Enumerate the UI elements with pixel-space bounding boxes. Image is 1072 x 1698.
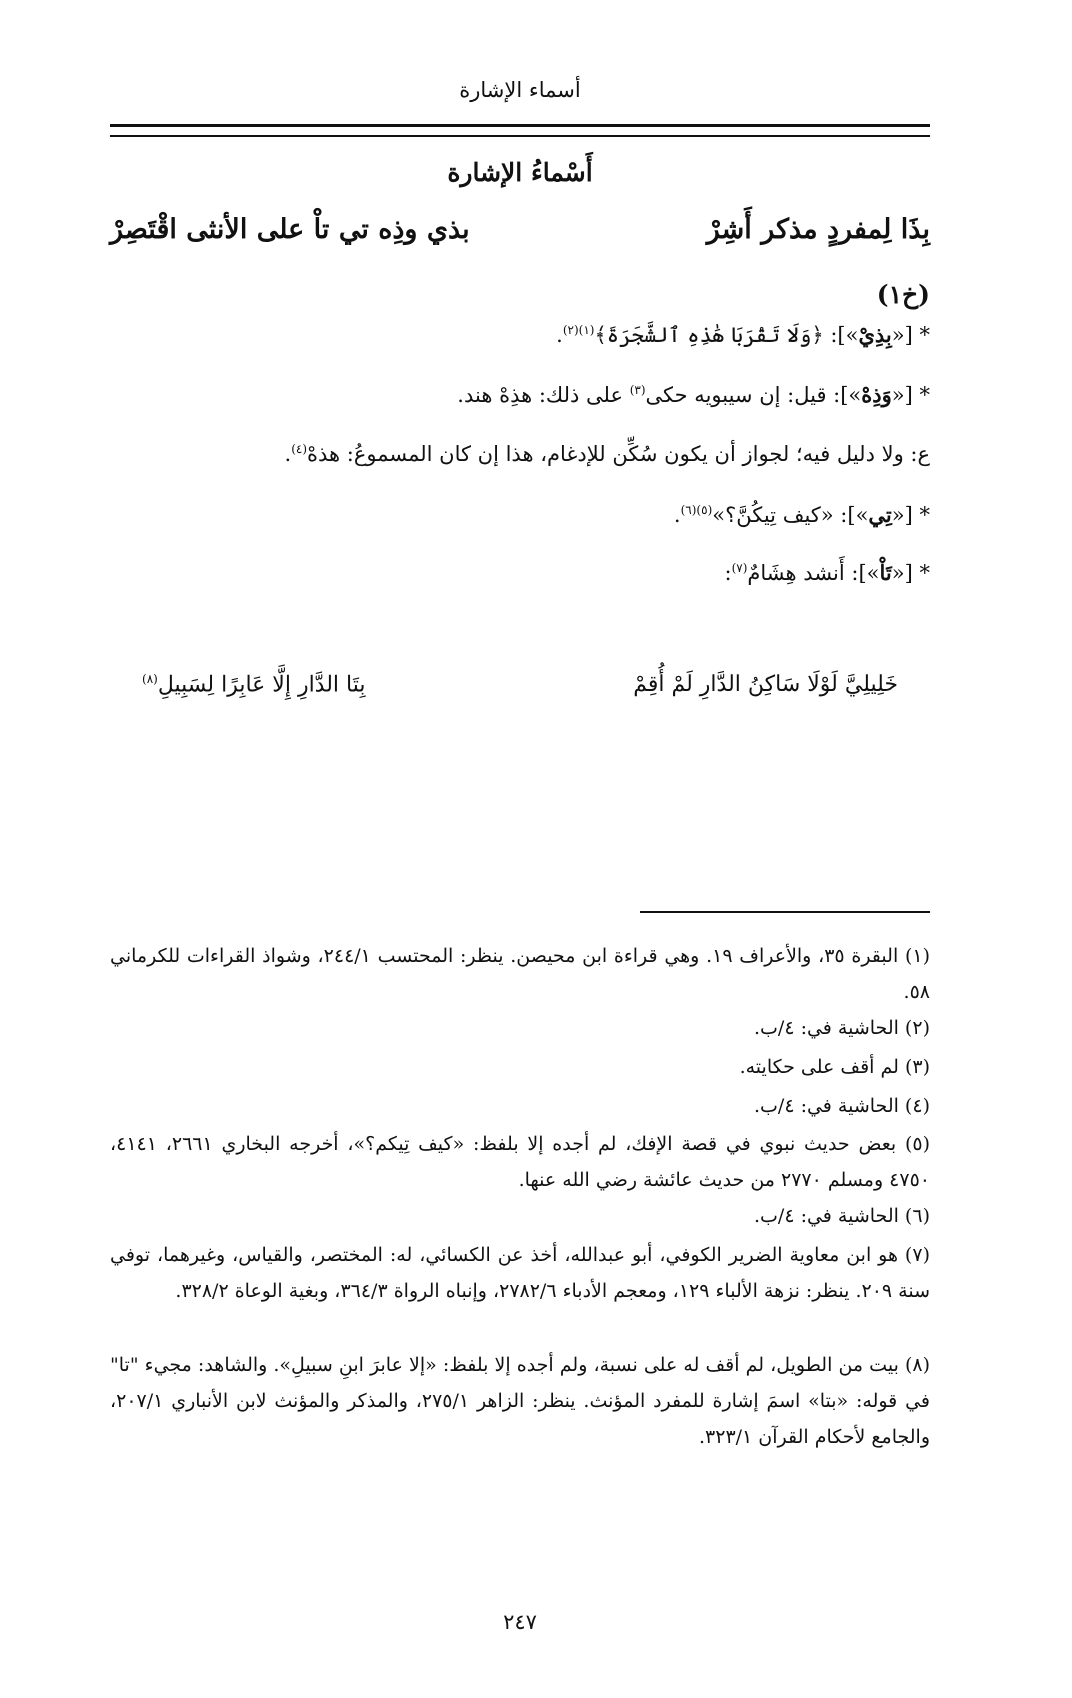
body-line-ti <box>674 502 930 527</box>
footnote-ref: (٨) <box>142 672 158 686</box>
line-marker: * [« <box>891 503 930 527</box>
footnote-ref: (٤) <box>291 442 308 456</box>
footnote-7: (٧) هو ابن معاوية الضرير الكوفي، أبو عبدالله، أخذ عن الكسائي، له: المختصر، والقياس، وغيرهما، توفي سنة ٢٠٩. ينظر: نزهة الألباء ١٢٩، ومعجم الأدباء ٢٧٨٢/٦، وإنباه الرواة ٣٦٤/٣، وبغية الوعاة ٣٢٨/٢. <box>110 1244 930 1302</box>
line-text: ع: ولا دليل فيه؛ لجواز أن يكون سُكِّن للإدغام، هذا إن كان المسموعُ: هذهْ <box>307 442 930 466</box>
body-line-comment <box>285 442 931 466</box>
line-term: بِذِيْ <box>858 322 892 347</box>
poetry-left-hemistich <box>142 672 366 697</box>
line-end: . <box>673 503 681 527</box>
line-term: تَاْ <box>879 560 892 585</box>
line-end: . <box>556 323 563 347</box>
footnote-8: (٨) بيت من الطويل، لم أقف له على نسبة، ولم أجده إلا بلفظ: «إلا عابرَ ابنِ سبيلِ». والشاهد: مجيء "تا" في قوله: «بتا» اسمَ إشارة للمفرد المؤنث. ينظر: الزاهر ٢٧٥/١، والمذكر والمؤنث لابن الأنباري ٢٠٧/١، والجامع لأحكام القرآن ٣٢٣/١. <box>110 1354 931 1448</box>
header-rule-thick <box>110 124 930 127</box>
verse-line <box>110 214 930 258</box>
body-line-ta <box>725 560 931 585</box>
poetry-right-hemistich: خَلِيلِيَّ لَوْلَا سَاكِنُ الدَّارِ لَمْ أُقِمْ <box>633 672 898 697</box>
header-rule-thin <box>110 135 930 137</box>
line-marker: * [« <box>891 323 930 347</box>
poetry-line <box>110 672 930 712</box>
footnote-3: (٣) لم أقف على حكايته. <box>739 1056 930 1078</box>
body-line-wadhih <box>457 382 930 407</box>
footnote-1: (١) البقرة ٣٥، والأعراف ١٩. وهي قراءة ابن محيصن. ينظر: المحتسب ٢٤٤/١، وشواذ القراءات للكرماني ٥٨. <box>110 945 930 1003</box>
line-text: »]: أَنشد هِشَامٌ <box>747 561 880 585</box>
footnote-5: (٥) بعض حديث نبوي في قصة الإفك، لم أجده إلا بلفظ: «كيف تِيكم؟»، أخرجه البخاري ٢٦٦١، ٤١٤١، ٤٧٥٠ ومسلم ٢٧٧٠ من حديث عائشة رضي الله عنها. <box>110 1133 930 1191</box>
line-term: وَذِهْ <box>861 382 892 407</box>
line-term: تِي <box>868 502 892 527</box>
line-end: . <box>284 442 292 466</box>
running-head: أسماء الإشارة <box>459 78 581 102</box>
line-end: : <box>724 561 732 585</box>
footnote-ref: (٣) <box>629 383 646 397</box>
page-number: ٢٤٧ <box>503 1610 537 1634</box>
line-text: »]: «كيف تِيكُنَّ؟» <box>712 503 869 527</box>
verse-left-hemistich: بذي وذِه تي تاْ على الأنثى اقْتَصِرْ <box>110 214 470 245</box>
verse-code: (خ١) <box>876 280 930 309</box>
footnote-2: (٢) الحاشية في: ٤/ب. <box>753 1017 930 1039</box>
line-end: على ذلك: هذِهْ هند. <box>457 383 630 407</box>
footnote-4: (٤) الحاشية في: ٤/ب. <box>753 1095 930 1117</box>
line-text: »]: ﴿وَلَا تَقْرَبَا هَٰذِهِ ٱلشَّجَرَةَ﴾ <box>594 323 859 347</box>
poetry-left-text: بِتَا الدَّارِ إِلَّا عَابِرًا لِسَبِيلِ <box>157 672 366 698</box>
verse-right-hemistich: بِذَا لِمفردٍ مذكر أَشِرْ <box>706 214 930 245</box>
line-text: »]: قيل: إن سيبويه حكى <box>645 383 862 407</box>
footnote-ref: (٥)(٦) <box>680 503 713 517</box>
footnote-6: (٦) الحاشية في: ٤/ب. <box>753 1205 930 1227</box>
chapter-title: أَسْماءُ الإشارة <box>447 158 593 187</box>
line-marker: * [« <box>891 561 930 585</box>
footnote-ref: (١)(٢) <box>562 323 595 337</box>
line-marker: * [« <box>891 383 930 407</box>
footnote-rule <box>640 911 930 913</box>
footnote-ref: (٧) <box>731 561 748 575</box>
body-line-bidhi <box>556 322 930 347</box>
